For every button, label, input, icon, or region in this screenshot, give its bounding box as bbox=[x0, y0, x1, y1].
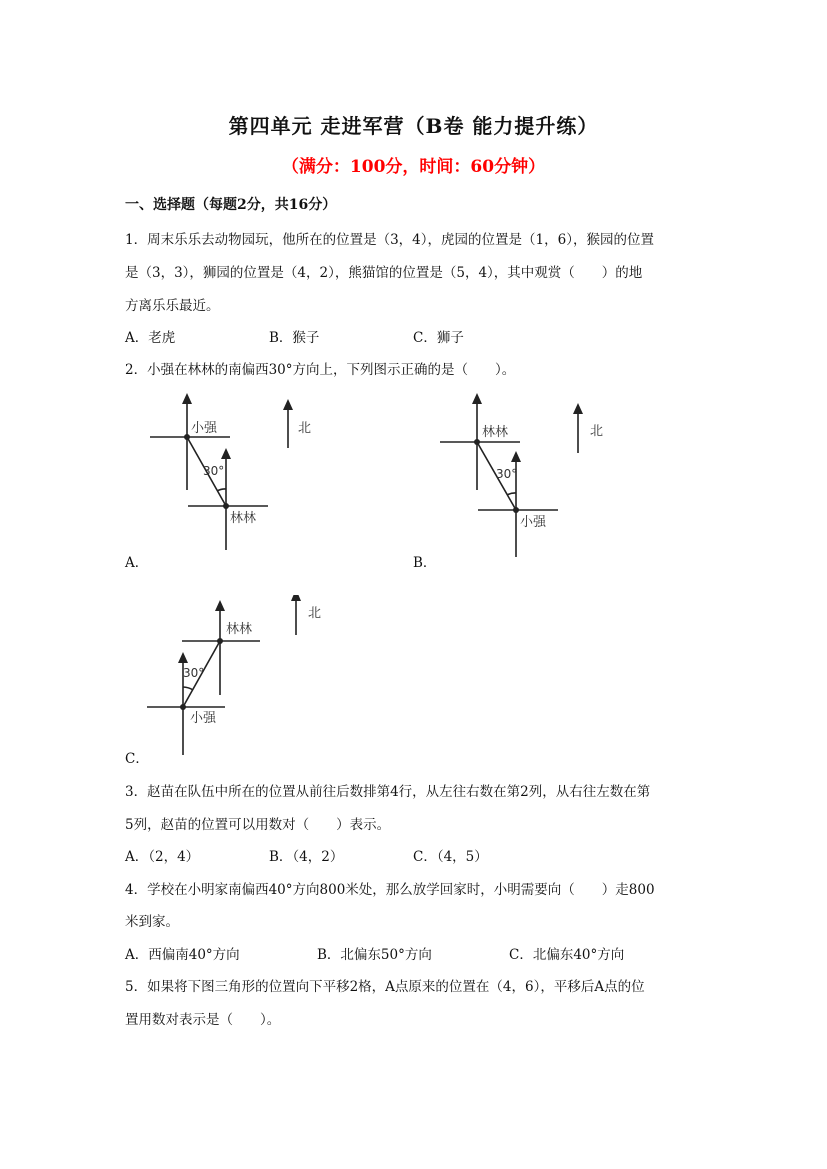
q4-option-a: A．西偏南40°方向 bbox=[125, 947, 240, 963]
q4-option-b: B．北偏东50°方向 bbox=[317, 947, 432, 963]
fig-c-top-name: 林林 bbox=[226, 622, 253, 637]
q1-option-b: B．猴子 bbox=[269, 330, 320, 346]
fig-a-top-name: 小强 bbox=[191, 421, 218, 436]
page-subtitle: （满分：100分，时间：60分钟） bbox=[281, 157, 546, 177]
q2-figure-c bbox=[140, 595, 380, 760]
fig-c-angle: 30° bbox=[183, 666, 205, 680]
fig-c-north: 北 bbox=[308, 606, 322, 621]
q4-line1: 4．学校在小明家南偏西40°方向800米处，那么放学回家时，小明需要向（ ）走800 bbox=[125, 882, 655, 898]
page-title: 第四单元 走进军营（B卷 能力提升练） bbox=[228, 114, 599, 138]
q1-option-c: C．狮子 bbox=[413, 330, 464, 346]
q2-option-b-label: B． bbox=[413, 555, 437, 571]
fig-b-angle: 30° bbox=[496, 467, 518, 481]
q5-line2: 置用数对表示是（ ）。 bbox=[125, 1012, 281, 1028]
q5-line1: 5．如果将下图三角形的位置向下平移2格，A点原来的位置在（4，6），平移后A点的位 bbox=[125, 979, 645, 995]
q1-option-a: A．老虎 bbox=[125, 330, 176, 346]
q2-figure-b bbox=[430, 390, 670, 560]
fig-c-bottom-name: 小强 bbox=[190, 711, 217, 726]
q2-line1: 2．小强在林林的南偏西30°方向上，下列图示正确的是（ ）。 bbox=[125, 362, 516, 378]
q4-line2: 米到家。 bbox=[125, 914, 179, 930]
fig-b-top-name: 林林 bbox=[482, 425, 509, 440]
fig-b-north: 北 bbox=[590, 424, 604, 439]
q3-line2: 5列，赵苗的位置可以用数对（ ）表示。 bbox=[125, 817, 391, 833]
q1-line1: 1．周末乐乐去动物园玩，他所在的位置是（3，4），虎园的位置是（1，6），猴园的位置 bbox=[125, 232, 654, 248]
q1-line2: 是（3，3），狮园的位置是（4，2），熊猫馆的位置是（5，4），其中观赏（ ）的地 bbox=[125, 265, 643, 281]
fig-a-bottom-name: 林林 bbox=[230, 511, 257, 526]
q3-option-c: C．（4，5） bbox=[413, 849, 488, 865]
q4-option-c: C．北偏东40°方向 bbox=[509, 947, 625, 963]
q3-option-b: B．（4，2） bbox=[269, 849, 344, 865]
fig-a-angle: 30° bbox=[203, 464, 225, 478]
fig-a-north: 北 bbox=[298, 421, 312, 436]
q1-line3: 方离乐乐最近。 bbox=[125, 298, 220, 314]
q3-option-a: A．（2，4） bbox=[125, 849, 200, 865]
q2-option-a-label: A． bbox=[125, 555, 149, 571]
fig-b-bottom-name: 小强 bbox=[520, 515, 547, 530]
q2-figure-a bbox=[140, 390, 380, 560]
q2-option-c-label: C． bbox=[125, 751, 149, 767]
q3-line1: 3．赵苗在队伍中所在的位置从前往后数排第4行，从左往右数在第2列，从右往左数在第 bbox=[125, 784, 651, 800]
section-heading: 一、选择题（每题2分，共16分） bbox=[125, 197, 337, 213]
